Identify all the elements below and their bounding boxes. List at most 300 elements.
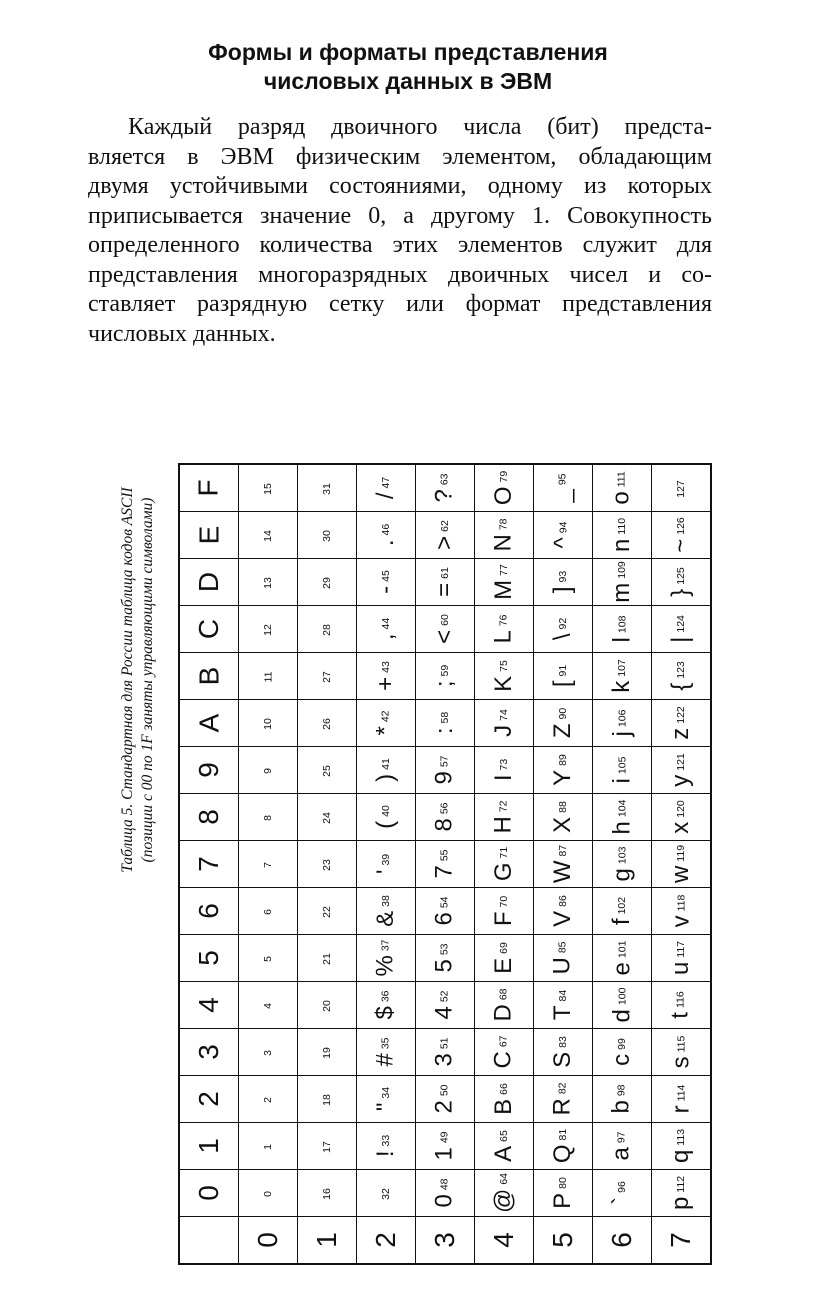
table-row bbox=[179, 512, 711, 559]
code-cell bbox=[534, 935, 593, 982]
code-cell bbox=[475, 1123, 534, 1170]
decimal-code: 108 bbox=[616, 615, 628, 634]
character-glyph: q bbox=[666, 1149, 694, 1164]
table-row bbox=[179, 700, 711, 747]
page-title bbox=[0, 38, 816, 96]
decimal-code: 75 bbox=[497, 660, 510, 672]
character-glyph: v bbox=[667, 915, 694, 928]
decimal-code: 85 bbox=[557, 941, 569, 954]
decimal-code: 82 bbox=[557, 1082, 569, 1095]
decimal-code: 27 bbox=[321, 671, 333, 683]
code-cell bbox=[298, 1076, 357, 1123]
character-glyph: 8 bbox=[430, 818, 458, 832]
character-glyph: + bbox=[371, 676, 399, 691]
code-cell bbox=[298, 841, 357, 888]
column-header-label: 7 bbox=[192, 856, 224, 872]
decimal-code: 39 bbox=[380, 853, 392, 866]
decimal-code: 57 bbox=[438, 755, 451, 768]
decimal-code: 35 bbox=[379, 1037, 392, 1050]
decimal-code: 65 bbox=[497, 1130, 510, 1142]
decimal-code: 12 bbox=[262, 624, 274, 636]
decimal-code: 42 bbox=[380, 710, 392, 723]
decimal-code: 44 bbox=[379, 617, 392, 630]
character-glyph: p bbox=[666, 1196, 694, 1211]
code-cell bbox=[416, 888, 475, 935]
decimal-code: 104 bbox=[615, 799, 628, 818]
column-header bbox=[179, 559, 239, 606]
code-cell bbox=[357, 982, 416, 1029]
decimal-code: 98 bbox=[615, 1084, 628, 1097]
decimal-code: 123 bbox=[674, 661, 687, 679]
decimal-code: 96 bbox=[616, 1181, 628, 1193]
decimal-code: 105 bbox=[616, 756, 628, 775]
code-cell bbox=[534, 1076, 593, 1123]
code-cell bbox=[652, 464, 712, 512]
decimal-code: 16 bbox=[321, 1188, 333, 1200]
character-glyph: 7 bbox=[430, 865, 458, 879]
code-cell bbox=[298, 700, 357, 747]
code-cell bbox=[357, 606, 416, 653]
code-cell bbox=[652, 512, 712, 559]
decimal-code: 126 bbox=[674, 517, 687, 535]
row-header bbox=[357, 1217, 416, 1265]
decimal-code: 116 bbox=[674, 991, 687, 1009]
code-cell bbox=[357, 1076, 416, 1123]
decimal-code: 93 bbox=[556, 570, 569, 583]
decimal-code: 55 bbox=[438, 849, 451, 862]
decimal-code: 78 bbox=[498, 518, 510, 531]
code-cell bbox=[239, 559, 298, 606]
decimal-code: 15 bbox=[262, 483, 274, 495]
column-header bbox=[179, 512, 239, 559]
character-glyph: r bbox=[667, 1105, 694, 1114]
column-header bbox=[179, 1123, 239, 1170]
code-cell bbox=[534, 888, 593, 935]
code-cell bbox=[652, 747, 712, 794]
code-cell bbox=[416, 841, 475, 888]
character-glyph: 2 bbox=[430, 1100, 458, 1114]
row-header bbox=[475, 1217, 534, 1265]
decimal-code: 89 bbox=[556, 754, 569, 766]
decimal-code: 70 bbox=[497, 895, 510, 908]
code-cell bbox=[534, 841, 593, 888]
code-cell bbox=[652, 606, 712, 653]
code-cell bbox=[593, 935, 652, 982]
decimal-code: 26 bbox=[321, 718, 333, 730]
table-row bbox=[179, 1170, 711, 1217]
code-cell bbox=[416, 700, 475, 747]
code-cell bbox=[475, 559, 534, 606]
character-glyph: * bbox=[372, 726, 399, 736]
decimal-code: 110 bbox=[615, 517, 628, 535]
decimal-code: 74 bbox=[498, 709, 510, 721]
character-glyph: H bbox=[490, 816, 517, 834]
code-cell bbox=[593, 794, 652, 841]
code-cell bbox=[357, 559, 416, 606]
decimal-code: 118 bbox=[675, 894, 687, 912]
code-cell bbox=[416, 464, 475, 512]
code-cell bbox=[475, 747, 534, 794]
code-cell bbox=[475, 606, 534, 653]
code-cell bbox=[239, 700, 298, 747]
code-cell bbox=[534, 653, 593, 700]
decimal-code: 10 bbox=[262, 718, 274, 730]
paragraph-line: числовых данных. bbox=[88, 320, 276, 347]
code-cell bbox=[475, 512, 534, 559]
code-cell bbox=[416, 512, 475, 559]
character-glyph: A bbox=[489, 1145, 517, 1162]
decimal-code: 5 bbox=[262, 956, 274, 962]
code-cell bbox=[593, 606, 652, 653]
decimal-code: 67 bbox=[498, 1035, 510, 1048]
code-cell bbox=[239, 841, 298, 888]
decimal-code: 92 bbox=[556, 617, 569, 630]
column-header-label: C bbox=[192, 618, 224, 640]
code-cell bbox=[593, 1170, 652, 1217]
character-glyph: B bbox=[489, 1098, 517, 1115]
decimal-code: 100 bbox=[615, 987, 628, 1006]
code-cell bbox=[593, 888, 652, 935]
code-cell bbox=[475, 464, 534, 512]
character-glyph: . bbox=[371, 539, 399, 547]
title-line-1: Формы и форматы представления bbox=[208, 39, 608, 65]
code-cell bbox=[239, 653, 298, 700]
decimal-code: 69 bbox=[497, 942, 510, 954]
title-line-2: числовых данных в ЭВМ bbox=[263, 68, 553, 94]
table-row bbox=[179, 559, 711, 606]
decimal-code: 20 bbox=[321, 1000, 333, 1012]
code-cell bbox=[652, 1076, 712, 1123]
code-cell bbox=[298, 888, 357, 935]
code-cell bbox=[357, 935, 416, 982]
code-cell bbox=[239, 464, 298, 512]
character-glyph: ' bbox=[372, 869, 399, 875]
code-cell bbox=[475, 935, 534, 982]
decimal-code: 80 bbox=[556, 1177, 569, 1189]
code-cell bbox=[475, 700, 534, 747]
code-cell bbox=[239, 888, 298, 935]
code-cell bbox=[298, 1170, 357, 1217]
character-glyph: F bbox=[489, 911, 517, 927]
decimal-code: 0 bbox=[262, 1191, 274, 1197]
code-cell bbox=[239, 1076, 298, 1123]
code-cell bbox=[593, 1076, 652, 1123]
row-header-label: 1 bbox=[310, 1232, 342, 1248]
code-cell bbox=[416, 653, 475, 700]
decimal-code: 95 bbox=[556, 473, 569, 486]
decimal-code: 68 bbox=[498, 988, 510, 1001]
decimal-code: 47 bbox=[379, 476, 392, 489]
code-cell bbox=[593, 747, 652, 794]
code-cell bbox=[416, 1170, 475, 1217]
paragraph-line: двумя устойчивыми состояниями, одному из которых bbox=[88, 173, 712, 199]
character-glyph: D bbox=[490, 1004, 517, 1022]
column-header bbox=[179, 841, 239, 888]
character-glyph: 6 bbox=[430, 912, 458, 926]
code-cell bbox=[593, 464, 652, 512]
decimal-code: 24 bbox=[321, 812, 333, 824]
decimal-code: 49 bbox=[438, 1131, 451, 1144]
column-header bbox=[179, 464, 239, 512]
character-glyph: s bbox=[667, 1056, 694, 1069]
paragraph-line: ставляет разрядную сетку или формат представления bbox=[88, 291, 712, 317]
character-glyph: O bbox=[489, 486, 517, 506]
decimal-code: 127 bbox=[675, 480, 687, 498]
decimal-code: 52 bbox=[438, 990, 451, 1003]
character-glyph: 5 bbox=[430, 959, 458, 973]
decimal-code: 83 bbox=[556, 1036, 569, 1048]
decimal-code: 9 bbox=[262, 768, 274, 774]
decimal-code: 53 bbox=[438, 943, 451, 956]
code-cell bbox=[534, 700, 593, 747]
column-header bbox=[179, 888, 239, 935]
decimal-code: 34 bbox=[380, 1086, 392, 1099]
column-header-label: B bbox=[193, 666, 224, 686]
character-glyph: \ bbox=[548, 633, 576, 641]
code-cell bbox=[652, 1170, 712, 1217]
code-cell bbox=[357, 841, 416, 888]
code-cell bbox=[652, 935, 712, 982]
character-glyph: a bbox=[607, 1147, 635, 1161]
code-cell bbox=[239, 1170, 298, 1217]
character-glyph: z bbox=[667, 727, 694, 740]
character-glyph: u bbox=[666, 961, 694, 976]
character-glyph: k bbox=[608, 680, 635, 693]
column-header-label: 4 bbox=[192, 997, 224, 1013]
decimal-code: 4 bbox=[262, 1003, 274, 1009]
character-glyph: [ bbox=[548, 680, 576, 688]
decimal-code: 51 bbox=[438, 1037, 451, 1050]
character-glyph: L bbox=[489, 630, 517, 644]
code-cell bbox=[357, 1123, 416, 1170]
character-glyph: P bbox=[548, 1192, 576, 1209]
code-cell bbox=[593, 841, 652, 888]
decimal-code: 66 bbox=[497, 1083, 510, 1095]
decimal-code: 107 bbox=[616, 659, 628, 677]
character-glyph: & bbox=[371, 910, 399, 927]
decimal-code: 31 bbox=[321, 483, 333, 495]
character-glyph: @ bbox=[490, 1188, 517, 1214]
code-cell bbox=[593, 982, 652, 1029]
character-glyph: W bbox=[549, 860, 576, 884]
table-row bbox=[179, 1029, 711, 1076]
code-cell bbox=[298, 935, 357, 982]
character-glyph: e bbox=[607, 962, 635, 976]
decimal-code: 117 bbox=[674, 940, 687, 958]
code-cell bbox=[357, 512, 416, 559]
decimal-code: 7 bbox=[262, 862, 274, 868]
code-cell bbox=[593, 653, 652, 700]
decimal-code: 91 bbox=[556, 664, 569, 677]
column-header-label: 6 bbox=[192, 903, 224, 919]
code-cell bbox=[416, 1123, 475, 1170]
column-header-label: A bbox=[193, 713, 224, 733]
row-header bbox=[652, 1217, 712, 1265]
row-header-label: 5 bbox=[546, 1232, 578, 1248]
character-glyph: Q bbox=[548, 1144, 576, 1164]
decimal-code: 25 bbox=[321, 765, 333, 777]
column-header bbox=[179, 653, 239, 700]
row-header bbox=[298, 1217, 357, 1265]
decimal-code: 37 bbox=[380, 939, 392, 952]
decimal-code: 1 bbox=[262, 1144, 274, 1150]
character-glyph: K bbox=[489, 675, 517, 692]
decimal-code: 3 bbox=[262, 1050, 274, 1056]
decimal-code: 32 bbox=[380, 1188, 392, 1200]
decimal-code: 58 bbox=[438, 711, 451, 724]
decimal-code: 46 bbox=[379, 523, 392, 536]
character-glyph: f bbox=[607, 918, 635, 926]
code-cell bbox=[298, 982, 357, 1029]
code-cell bbox=[357, 1170, 416, 1217]
code-cell bbox=[475, 1076, 534, 1123]
character-glyph: M bbox=[490, 579, 517, 600]
decimal-code: 99 bbox=[616, 1038, 628, 1050]
decimal-code: 121 bbox=[675, 753, 687, 771]
character-glyph: % bbox=[372, 955, 399, 977]
table-row bbox=[179, 653, 711, 700]
decimal-code: 17 bbox=[321, 1141, 333, 1153]
character-glyph: n bbox=[607, 538, 635, 553]
table-row bbox=[179, 606, 711, 653]
code-cell bbox=[416, 794, 475, 841]
column-header bbox=[179, 794, 239, 841]
decimal-code: 111 bbox=[615, 471, 628, 488]
code-cell bbox=[652, 794, 712, 841]
decimal-code: 103 bbox=[615, 846, 628, 865]
table-row bbox=[179, 888, 711, 935]
code-cell bbox=[593, 1123, 652, 1170]
code-cell bbox=[652, 559, 712, 606]
code-cell bbox=[534, 1123, 593, 1170]
character-glyph: w bbox=[667, 865, 694, 884]
decimal-code: 114 bbox=[675, 1084, 687, 1102]
code-cell bbox=[593, 1029, 652, 1076]
character-glyph: b bbox=[607, 1100, 635, 1114]
column-header-label: 8 bbox=[192, 809, 224, 825]
row-header-label: 2 bbox=[369, 1232, 401, 1248]
character-glyph: Y bbox=[548, 769, 576, 786]
code-cell bbox=[416, 982, 475, 1029]
character-glyph: { bbox=[666, 682, 694, 691]
code-cell bbox=[416, 935, 475, 982]
decimal-code: 36 bbox=[379, 990, 392, 1003]
code-cell bbox=[534, 1170, 593, 1217]
character-glyph: : bbox=[430, 727, 458, 735]
code-cell bbox=[298, 794, 357, 841]
character-glyph: X bbox=[548, 816, 576, 833]
column-header-label: 0 bbox=[192, 1185, 224, 1201]
decimal-code: 86 bbox=[556, 895, 569, 907]
code-cell bbox=[475, 982, 534, 1029]
decimal-code: 41 bbox=[380, 758, 392, 770]
decimal-code: 124 bbox=[674, 615, 687, 633]
code-cell bbox=[416, 606, 475, 653]
character-glyph: $ bbox=[371, 1006, 399, 1020]
character-glyph: > bbox=[430, 535, 458, 550]
character-glyph: " bbox=[372, 1102, 399, 1112]
character-glyph: 3 bbox=[430, 1053, 458, 1067]
character-glyph: , bbox=[371, 633, 399, 641]
character-glyph: S bbox=[548, 1051, 576, 1068]
code-cell bbox=[239, 512, 298, 559]
table-row bbox=[179, 747, 711, 794]
decimal-code: 62 bbox=[438, 520, 451, 532]
table-row bbox=[179, 794, 711, 841]
character-glyph: ) bbox=[372, 773, 399, 782]
paragraph-line: приписывается значение 0, а другому 1. Совокупность bbox=[88, 202, 712, 229]
code-cell bbox=[298, 464, 357, 512]
decimal-code: 19 bbox=[321, 1047, 333, 1059]
code-cell bbox=[475, 794, 534, 841]
decimal-code: 106 bbox=[616, 709, 628, 728]
paragraph-line: вляется в ЭВМ физическим элементом, обладающим bbox=[88, 143, 712, 170]
decimal-code: 6 bbox=[262, 909, 274, 915]
character-glyph: N bbox=[490, 534, 517, 552]
column-header-label: 3 bbox=[192, 1044, 224, 1060]
table-row bbox=[179, 841, 711, 888]
decimal-code: 97 bbox=[615, 1131, 628, 1144]
character-glyph: l bbox=[608, 637, 635, 643]
decimal-code: 119 bbox=[675, 844, 687, 862]
decimal-code: 79 bbox=[497, 470, 510, 483]
code-cell bbox=[298, 1123, 357, 1170]
table-row bbox=[179, 464, 711, 512]
code-cell bbox=[357, 888, 416, 935]
character-glyph: x bbox=[667, 821, 694, 834]
character-glyph: y bbox=[667, 774, 694, 787]
table-row bbox=[179, 982, 711, 1029]
decimal-code: 72 bbox=[498, 800, 510, 813]
row-header-label: 6 bbox=[605, 1232, 637, 1248]
code-cell bbox=[652, 1029, 712, 1076]
character-glyph: 4 bbox=[430, 1006, 458, 1020]
column-header bbox=[179, 982, 239, 1029]
character-glyph: 0 bbox=[430, 1194, 458, 1208]
code-cell bbox=[534, 606, 593, 653]
character-glyph: ^ bbox=[548, 537, 576, 549]
decimal-code: 29 bbox=[321, 577, 333, 589]
decimal-code: 28 bbox=[321, 624, 333, 636]
character-glyph: 9 bbox=[430, 771, 458, 785]
decimal-code: 60 bbox=[438, 614, 451, 626]
decimal-code: 88 bbox=[556, 801, 569, 813]
row-header-label: 3 bbox=[428, 1232, 460, 1248]
code-cell bbox=[239, 606, 298, 653]
column-header bbox=[179, 935, 239, 982]
decimal-code: 18 bbox=[321, 1094, 333, 1106]
decimal-code: 120 bbox=[675, 800, 687, 818]
column-header-label: 5 bbox=[192, 950, 224, 966]
table-row bbox=[179, 935, 711, 982]
code-cell bbox=[534, 559, 593, 606]
code-cell bbox=[652, 653, 712, 700]
column-header-label: F bbox=[192, 479, 224, 497]
decimal-code: 122 bbox=[675, 706, 687, 724]
row-header bbox=[416, 1217, 475, 1265]
decimal-code: 43 bbox=[379, 661, 392, 673]
decimal-code: 73 bbox=[497, 758, 510, 771]
character-glyph: m bbox=[608, 582, 635, 603]
character-glyph: h bbox=[607, 821, 635, 835]
code-cell bbox=[652, 982, 712, 1029]
code-cell bbox=[357, 700, 416, 747]
character-glyph: _ bbox=[548, 489, 576, 503]
character-glyph: J bbox=[490, 724, 517, 737]
decimal-code: 21 bbox=[321, 953, 333, 965]
decimal-code: 90 bbox=[556, 707, 569, 720]
code-cell bbox=[652, 888, 712, 935]
